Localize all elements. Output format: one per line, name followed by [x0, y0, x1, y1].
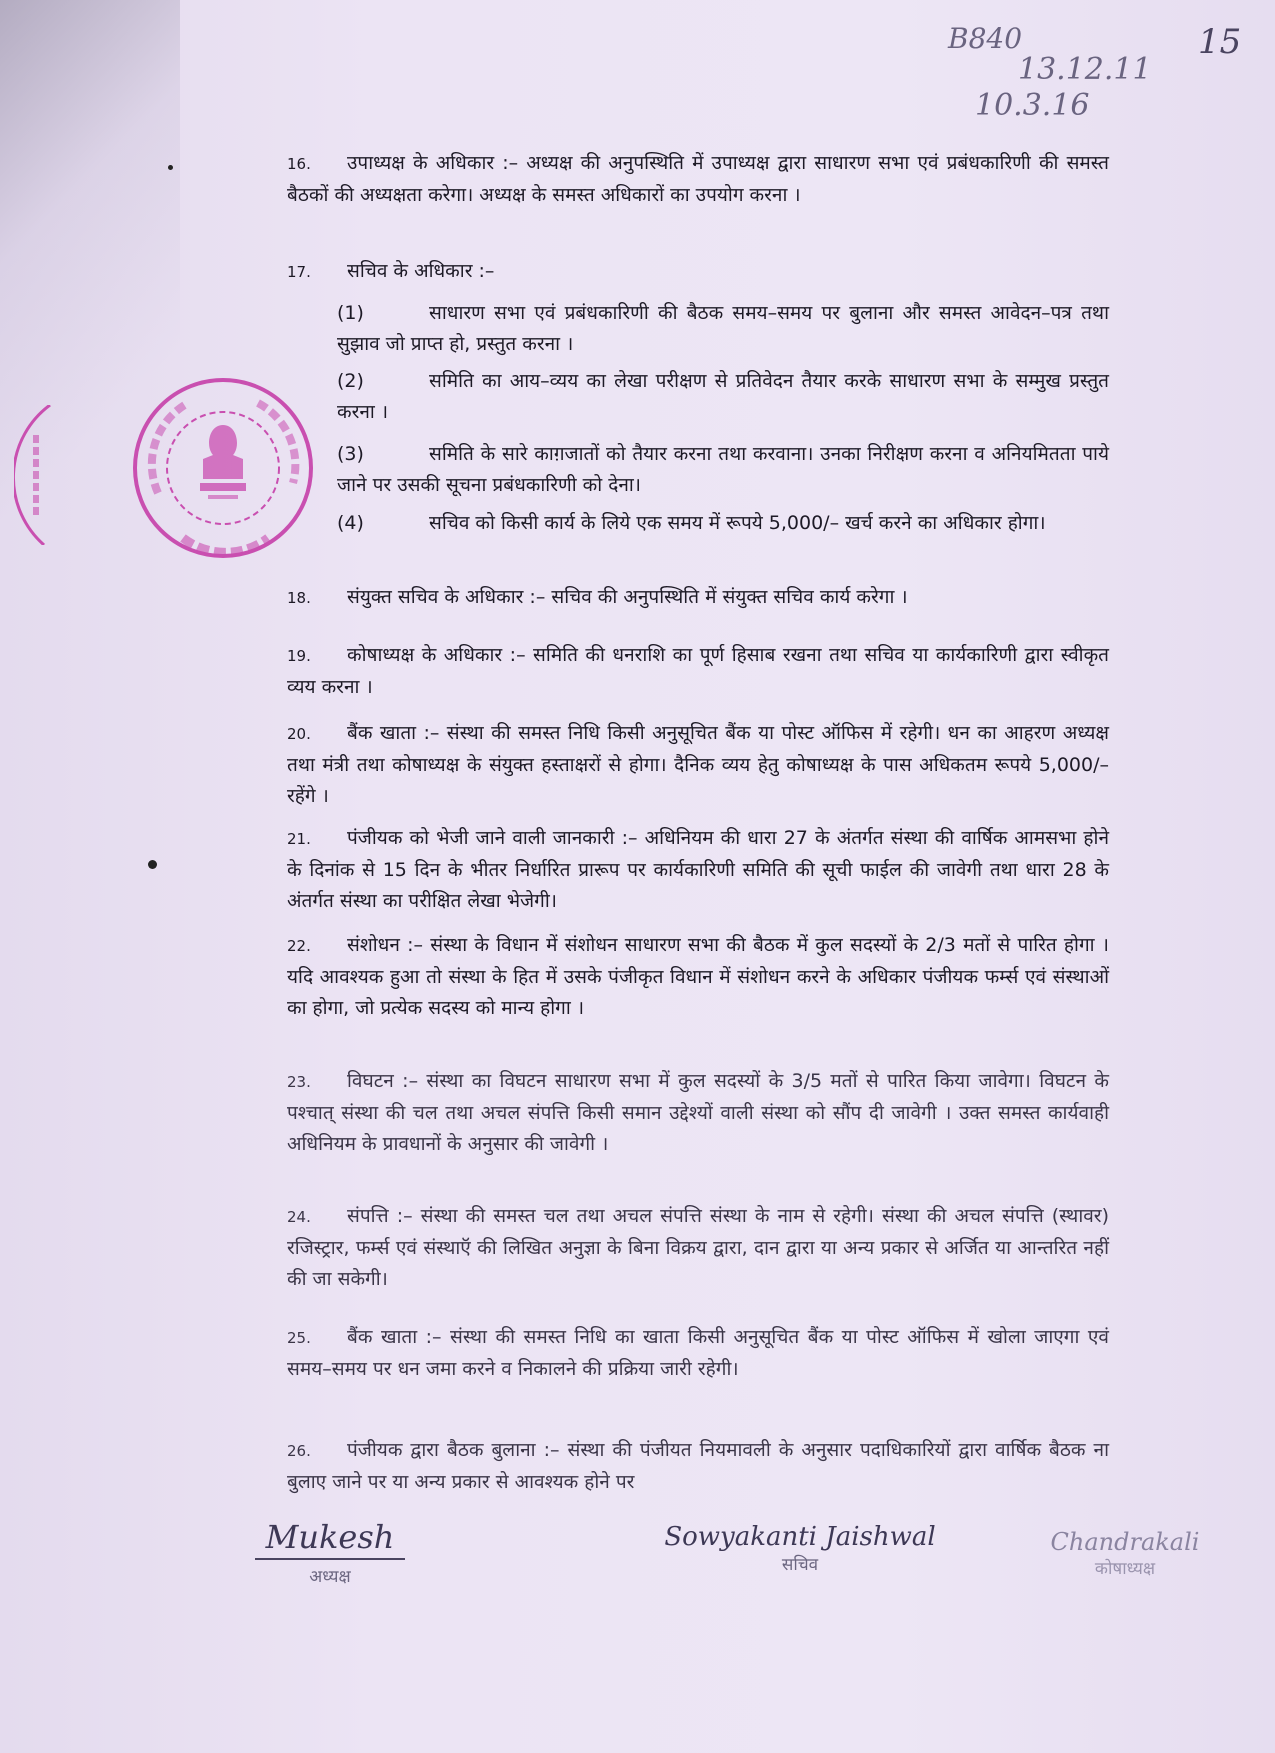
- speck: [148, 860, 157, 869]
- clause-22: 22. संशोधन :– संस्था के विधान में संशोधन साधारण सभा की बैठक में कुल सदस्यों के 2/3 मतों से पारित होगा । यदि आवश्यक हुआ तो संस्था के हित में उसके पंजीकृत विधान में संशोधन करने के अधिकार पंजीयक फर्म्स एवं संस्थाओं का होगा, जो प्रत्येक सदस्य को मान्य होगा ।: [287, 934, 1109, 1019]
- role-secretary: सचिव: [781, 1555, 819, 1575]
- secretary-power-3: (3) समिति के सारे काग़जातों को तैयार करना तथा करवाना। उनका निरीक्षण करना व अनियमितता पाये जाने पर उसकी सूचना प्रबंधकारिणी को देना।: [337, 443, 1109, 496]
- clause-17: 17. सचिव के अधिकार :–: [287, 260, 495, 282]
- role-treasurer: कोषाध्यक्ष: [1094, 1559, 1156, 1579]
- clause-16: 16. उपाध्यक्ष के अधिकार :– अध्यक्ष की अनुपस्थिति में उपाध्यक्ष द्वारा साधारण सभा एवं प्रबंधकारिणी की समस्त बैठकों की अध्यक्षता करेगा। अध्यक्ष के समस्त अधिकारों का उपयोग करना ।: [287, 152, 1109, 206]
- partial-stamp-edge: [14, 405, 54, 545]
- registrar-seal-stamp: [128, 373, 318, 563]
- signature-president-script: Mukesh: [265, 1518, 395, 1556]
- signature-president: [245, 1518, 415, 1587]
- clause-21: 21. पंजीयक को भेजी जाने वाली जानकारी :– अधिनियम की धारा 27 के अंतर्गत संस्था की वार्षिक आमसभा होने के दिनांक से 15 दिन के भीतर निर्धारित प्रारूप पर कार्यकारिणी समिति की सूची फाईल की जावेगी तथा धारा 28 के अंतर्गत संस्था का परीक्षित लेखा भेजेगी।: [287, 827, 1109, 912]
- secretary-power-1: (1) साधारण सभा एवं प्रबंधकारिणी की बैठक समय–समय पर बुलाना और समस्त आवेदन–पत्र तथा सुझाव जो प्राप्त हो, प्रस्तुत करना ।: [337, 302, 1109, 355]
- secretary-power-4: (4) सचिव को किसी कार्य के लिये एक समय में रूपये 5,000/– खर्च करने का अधिकार होगा।: [337, 512, 1046, 534]
- signature-treasurer: [1050, 1528, 1200, 1579]
- speck: [168, 165, 173, 170]
- handwritten-ref-number: B840: [948, 22, 1023, 55]
- signature-treasurer-script: Chandrakali: [1050, 1528, 1200, 1556]
- handwritten-date-1: 13.12.11: [1018, 52, 1152, 87]
- scan-shadow: [0, 0, 180, 700]
- clause-19: 19. कोषाध्यक्ष के अधिकार :– समिति की धनराशि का पूर्ण हिसाब रखना तथा सचिव या कार्यकारिणी द्वारा स्वीकृत व्यय करना ।: [287, 644, 1109, 698]
- page-number: 15: [1198, 22, 1242, 62]
- signature-secretary: [660, 1522, 940, 1575]
- signature-line: [255, 1558, 405, 1560]
- role-president: अध्यक्ष: [309, 1567, 351, 1587]
- clause-23: 23. विघटन :– संस्था का विघटन साधारण सभा में कुल सदस्यों के 3/5 मतों से पारित किया जावेगा। विघटन के पश्चात् संस्था की चल तथा अचल संपत्ति किसी समान उद्देश्यों वाली संस्था को सौंप दी जावेगी । उक्त समस्त कार्यवाही अधिनियम के प्रावधानों के अनुसार की जावेगी ।: [287, 1070, 1109, 1155]
- handwritten-date-2: 10.3.16: [975, 88, 1090, 123]
- clause-20: 20. बैंक खाता :– संस्था की समस्त निधि किसी अनुसूचित बैंक या पोस्ट ऑफिस में रहेगी। धन का आहरण अध्यक्ष तथा मंत्री तथा कोषाध्यक्ष के संयुक्त हस्ताक्षरों से होगा। दैनिक व्यय हेतु कोषाध्यक्ष के पास अधिकतम रूपये 5,000/– रहेंगे ।: [287, 722, 1109, 807]
- clause-26: 26. पंजीयक द्वारा बैठक बुलाना :– संस्था की पंजीयत नियमावली के अनुसार पदाधिकारियों द्वारा वार्षिक बैठक ना बुलाए जाने पर या अन्य प्रकार से आवश्यक होने पर: [287, 1439, 1109, 1493]
- clause-24: 24. संपत्ति :– संस्था की समस्त चल तथा अचल संपत्ति संस्था के नाम से रहेगी। संस्था की अचल संपत्ति (स्थावर) रजिस्ट्रार, फर्म्स एवं संस्थाऍ की लिखित अनुज्ञा के बिना विक्रय द्वारा, दान द्वारा या अन्य प्रकार से अर्जित या आन्तरित नहीं की जा सकेगी।: [287, 1205, 1109, 1290]
- signature-secretary-script: Sowyakanti Jaishwal: [664, 1522, 936, 1552]
- secretary-power-2: (2) समिति का आय–व्यय का लेखा परीक्षण से प्रतिवेदन तैयार करके साधारण सभा के सम्मुख प्रस्तुत करना ।: [337, 370, 1109, 423]
- clause-25: 25. बैंक खाता :– संस्था की समस्त निधि का खाता किसी अनुसूचित बैंक या पोस्ट ऑफिस में खोला जाएगा एवं समय–समय पर धन जमा करने व निकालने की प्रक्रिया जारी रहेगी।: [287, 1326, 1109, 1380]
- clause-18: 18. संयुक्त सचिव के अधिकार :– सचिव की अनुपस्थिति में संयुक्त सचिव कार्य करेगा ।: [287, 586, 908, 608]
